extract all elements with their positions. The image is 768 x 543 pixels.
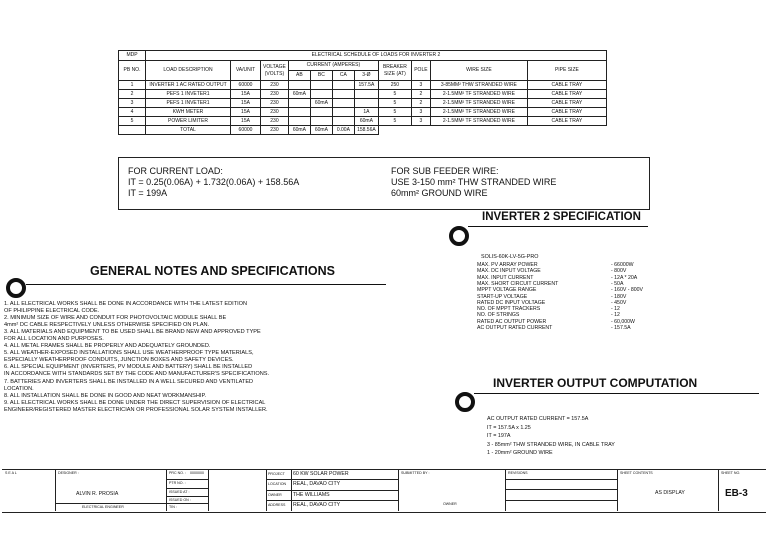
cell-pipe: CABLE TRAY <box>527 99 606 108</box>
calc-heading: FOR CURRENT LOAD: <box>128 166 223 176</box>
cell-breaker: 5 <box>378 99 411 108</box>
cell-breaker: 250 <box>378 81 411 90</box>
col-ab: AB <box>288 71 310 81</box>
owner-value: THE WILLIAMS <box>293 492 330 498</box>
prc-label: PRC NO. : <box>169 471 186 475</box>
ptr-label: PTR NO. : <box>169 481 186 485</box>
address-value: REAL, DAVAO CITY <box>293 502 341 508</box>
spec-key: START-UP VOLTAGE <box>477 293 528 300</box>
spec-title-underline <box>468 226 648 227</box>
note-line: 3. ALL MATERIALS AND EQUIPMENT TO BE USED SHALL BE BRAND NEW AND APPROVED TYPE <box>4 329 261 336</box>
table-row <box>119 108 607 117</box>
cell-bc <box>310 90 332 99</box>
cell-wire: 3-85MM² THW STRANDED WIRE <box>430 81 527 90</box>
col-pipe: PIPE SIZE <box>527 61 606 81</box>
spec-value: - 450V <box>611 299 627 306</box>
tb-hline <box>505 489 617 490</box>
spec-key: MAX. PV ARRAY POWER <box>477 262 538 268</box>
tb-divider <box>718 469 719 511</box>
cell-va: 15A <box>231 99 261 108</box>
spec-value: - 800V <box>611 268 627 275</box>
spec-list <box>477 262 667 342</box>
cell-ca <box>332 117 354 126</box>
total-bc: 60mA <box>310 126 332 135</box>
output-line: 1 - 20mm² GROUND WIRE <box>487 450 553 456</box>
cell-pipe: CABLE TRAY <box>527 81 606 90</box>
cell-va: 60000 <box>231 81 261 90</box>
cell-pole: 3 <box>411 81 430 90</box>
cell-empty <box>527 126 606 135</box>
tb-hline <box>166 503 208 504</box>
cell-volt: 230 <box>261 81 289 90</box>
spec-key: AC OUTPUT RATED CURRENT <box>477 325 553 331</box>
designer-label: DESIGNER : <box>58 471 79 475</box>
cell-bc <box>310 117 332 126</box>
tb-divider <box>208 469 209 511</box>
seal-label: S E A L <box>5 471 17 475</box>
table-total-row <box>119 126 607 135</box>
col-load: LOAD DESCRIPTION <box>146 61 231 81</box>
project-name: 60 KW SOLAR POWER <box>293 471 349 477</box>
note-line: 5. ALL WEATHER-EXPOSED INSTALLATIONS SHALL USE WEATHERPROOF TYPE MATERIALS, <box>4 350 254 357</box>
notes-title: GENERAL NOTES AND SPECIFICATIONS <box>90 264 335 278</box>
total-va: 60000 <box>231 126 261 135</box>
total-3phase: 158.56A <box>354 126 378 135</box>
output-line: IT = 197A <box>487 433 511 439</box>
spec-value: - 60,000W <box>611 318 635 325</box>
note-line: OF PHILIPPINE ELECTRICAL CODE. <box>4 308 100 315</box>
submitted-label: SUBMITTED BY : <box>401 471 430 475</box>
tb-divider <box>166 469 167 511</box>
cell-3phase: 157.5A <box>354 81 378 90</box>
note-line: FOR ALL LOCATION AND PURPOSES. <box>4 336 104 343</box>
tb-divider <box>505 469 506 511</box>
tb-hline <box>505 500 617 501</box>
cell-wire: 2-1.5MM² TF STRANDED WIRE <box>430 90 527 99</box>
col-bc: BC <box>310 71 332 81</box>
cell-wire: 2-1.5MM² TF STRANDED WIRE <box>430 108 527 117</box>
designer-name: ALVIN R. PROSIA <box>76 491 119 497</box>
cell-load: KWH METER <box>146 108 231 117</box>
cell-va: 15A <box>231 90 261 99</box>
col-ca: CA <box>332 71 354 81</box>
spec-key: MAX. SHORT CIRCUIT CURRENT <box>477 280 559 287</box>
spec-key: RATED AC OUTPUT POWER <box>477 318 547 325</box>
cell-empty <box>119 126 146 135</box>
sheet-contents-value: AS DISPLAY <box>655 490 685 496</box>
calc-line: IT = 0.25(0.06A) + 1.732(0.06A) + 158.56A <box>128 177 300 187</box>
cell-pipe: CABLE TRAY <box>527 117 606 126</box>
spec-value: - 50A <box>611 280 624 287</box>
address-label: ADDRESS <box>268 503 286 507</box>
output-line: AC OUTPUT RATED CURRENT = 157.5A <box>487 416 589 422</box>
cell-va: 15A <box>231 108 261 117</box>
tb-divider <box>398 469 399 511</box>
spec-value: - 157.5A <box>611 325 631 331</box>
cell-empty <box>378 126 411 135</box>
cell-pole: 2 <box>411 90 430 99</box>
cell-pb: 1 <box>119 81 146 90</box>
sub-feeder-calc <box>391 166 556 199</box>
cell-ab <box>288 108 310 117</box>
designer-title: ELECTRICAL ENGINEER <box>82 505 124 509</box>
spec-value: - 180V <box>611 293 627 300</box>
col-pole: POLE <box>411 61 430 81</box>
total-ab: 60mA <box>288 126 310 135</box>
cell-breaker: 5 <box>378 108 411 117</box>
cell-empty <box>411 126 430 135</box>
issued-on-label: ISSUED ON : <box>169 498 191 502</box>
section-marker-icon <box>449 226 469 246</box>
cell-3phase: 1A <box>354 108 378 117</box>
output-line: IT = 157.5A x 1.25 <box>487 424 531 431</box>
note-line: LOCATION. <box>4 385 34 392</box>
col-3phase: 3-Ø <box>354 71 378 81</box>
load-schedule-table <box>118 50 607 135</box>
cell-bc <box>310 81 332 90</box>
cell-pipe: CABLE TRAY <box>527 108 606 117</box>
cell-load: POWER LIMITER <box>146 117 231 126</box>
cell-ab: 60mA <box>288 90 310 99</box>
spec-value: - 160V - 800V <box>611 287 644 294</box>
notes-title-underline <box>26 284 386 285</box>
project-label: PROJECT <box>268 472 285 476</box>
tb-hline <box>166 488 208 489</box>
cell-pb: 4 <box>119 108 146 117</box>
spec-key: NO. OF STRINGS <box>477 312 520 319</box>
output-line: 3 - 85mm² THW STRANDED WIRE, IN CABLE TRAY <box>487 441 615 448</box>
spec-title: INVERTER 2 SPECIFICATION <box>482 211 641 223</box>
total-ca: 0.00A <box>332 126 354 135</box>
cell-pb: 5 <box>119 117 146 126</box>
cell-ab <box>288 117 310 126</box>
col-pb-no: PB NO. <box>119 61 146 81</box>
cell-load: PEFS 1 INVETER1 <box>146 99 231 108</box>
issued-at-label: ISSUED AT : <box>169 490 190 494</box>
cell-ca <box>332 108 354 117</box>
owner-label: OWNER <box>268 493 282 497</box>
revisions-label: REVISIONS <box>508 471 528 475</box>
note-line: ESPECIALLY WEATHERPROOF CONDUITS, JUNCTION BOXES AND SAFETY DEVICES. <box>4 357 234 364</box>
spec-key: MAX. DC INPUT VOLTAGE <box>477 268 541 275</box>
cell-volt: 230 <box>261 117 289 126</box>
calc-line: IT = 199A <box>128 188 168 198</box>
output-computation <box>487 415 615 458</box>
col-va-unit: VA/UNIT <box>231 61 261 81</box>
note-line: ENGINEER/REGISTERED MASTER ELECTRICIAN OR PROFESSIONAL SOLAR SYSTEM INSTALLER. <box>4 406 268 413</box>
total-label: TOTAL <box>146 126 231 135</box>
tin-label: TIN : <box>169 505 177 509</box>
cell-ca <box>332 90 354 99</box>
cell-pole: 3 <box>411 108 430 117</box>
mdp-label: MDP <box>119 51 146 61</box>
cell-pole: 2 <box>411 99 430 108</box>
tb-hline <box>266 490 398 491</box>
owner-signature-label: OWNER <box>443 502 457 506</box>
sheet-contents-label: SHEET CONTENTS <box>620 471 653 475</box>
sheet-no-label: SHEET NO. <box>721 471 741 475</box>
cell-empty <box>430 126 527 135</box>
note-line: 4. ALL METAL FRAMES SHALL BE PROPERLY AND ADEQUATELY GROUNDED. <box>4 343 211 350</box>
inverter-model: SOLIS-60K-LV-5G-PRO <box>481 254 539 260</box>
cell-ab <box>288 99 310 108</box>
calc-heading: FOR SUB FEEDER WIRE: <box>391 166 499 176</box>
output-title-underline <box>474 393 759 394</box>
col-voltage: VOLTAGE (VOLTS) <box>261 61 289 81</box>
tb-hline <box>166 496 208 497</box>
cell-ca <box>332 99 354 108</box>
current-load-calc <box>128 166 299 199</box>
tb-hline <box>55 503 166 504</box>
table-row <box>119 90 607 99</box>
sheet-number: EB-3 <box>725 488 748 499</box>
cell-load: INVERTER 1 AC RATED OUTPUT <box>146 81 231 90</box>
section-marker-icon <box>455 392 475 412</box>
note-line: 4mm² DC CABLE RESPECTIVELY UNLESS OTHERWISE SPECIFIED ON PLAN. <box>4 322 210 329</box>
table-row <box>119 99 607 108</box>
current-load-box <box>118 157 650 210</box>
cell-ab <box>288 81 310 90</box>
location-value: REAL, DAVAO CITY <box>293 481 341 487</box>
cell-3phase: 60mA <box>354 117 378 126</box>
table-row <box>119 117 607 126</box>
tb-hline <box>266 479 398 480</box>
cell-pole: 3 <box>411 117 430 126</box>
general-notes <box>4 301 404 414</box>
spec-key: MAX. INPUT CURRENT <box>477 274 534 281</box>
spec-key: RATED DC INPUT VOLTAGE <box>477 299 546 306</box>
cell-3phase <box>354 99 378 108</box>
calc-line: USE 3-150 mm² THW STRANDED WIRE <box>391 177 557 187</box>
col-current: CURRENT (AMPERES) <box>288 61 378 71</box>
schedule-title: ELECTRICAL SCHEDULE OF LOADS FOR INVERTER 2 <box>146 51 607 61</box>
cell-bc <box>310 108 332 117</box>
prc-value: 0000000 <box>190 471 204 475</box>
note-line: IN ACCORDANCE WITH STANDARDS SET BY THE CODE AND MANUFACTURER'S SPECIFICATIONS. <box>4 371 270 378</box>
note-line: 6. ALL SPECIAL EQUIPMENT (INVERTERS, PV MODULE AND BATTERY) SHALL BE INSTALLED <box>4 364 253 371</box>
total-volt: 230 <box>261 126 289 135</box>
col-breaker: BREAKER SIZE (AT) <box>378 61 411 81</box>
col-wire: WIRE SIZE <box>430 61 527 81</box>
tb-hline <box>266 500 398 501</box>
cell-bc: 60mA <box>310 99 332 108</box>
section-marker-icon <box>6 278 26 298</box>
note-line: 1. ALL ELECTRICAL WORKS SHALL BE DONE IN ACCORDANCE WITH THE LATEST EDITION <box>4 301 248 307</box>
spec-value: - 12 <box>611 306 620 313</box>
cell-breaker: 5 <box>378 90 411 99</box>
spec-key: NO. OF MPPT TRACKERS <box>477 306 541 313</box>
spec-value: - 66000W <box>611 262 634 268</box>
cell-volt: 230 <box>261 90 289 99</box>
note-line: 8. ALL INSTALLATION SHALL BE DONE IN GOOD AND NEAT WORKMANSHIP. <box>4 392 207 399</box>
table-row <box>119 81 607 90</box>
tb-divider <box>617 469 618 511</box>
tb-hline <box>166 479 208 480</box>
spec-key: MPPT VOLTAGE RANGE <box>477 287 537 294</box>
cell-wire: 2-1.5MM² TF STRANDED WIRE <box>430 117 527 126</box>
cell-breaker: 5 <box>378 117 411 126</box>
spec-value: - 12A * 20A <box>611 274 638 281</box>
cell-va: 15A <box>231 117 261 126</box>
calc-line: 60mm² GROUND WIRE <box>391 188 488 198</box>
cell-volt: 230 <box>261 108 289 117</box>
note-line: 7. BATTERIES AND INVERTERS SHALL BE INSTALLED IN A WELL SECURED AND VENTILATED <box>4 378 254 385</box>
cell-wire: 2-1.5MM² TF STRANDED WIRE <box>430 99 527 108</box>
location-label: LOCATION <box>268 482 287 486</box>
tb-divider <box>55 469 56 511</box>
cell-pb: 2 <box>119 90 146 99</box>
cell-load: PEFS 1 INVETER1 <box>146 90 231 99</box>
spec-value: - 12 <box>611 312 620 319</box>
note-line: 9. ALL ELECTRICAL WORKS SHALL BE DONE UNDER THE DIRECT SUPERVISION OF ELECTRICAL <box>4 399 266 406</box>
cell-pipe: CABLE TRAY <box>527 90 606 99</box>
output-title: INVERTER OUTPUT COMPUTATION <box>493 376 698 390</box>
note-line: 2. MINIMUM SIZE OF WIRE AND CONDUIT FOR PHOTOVOLTAIC MODULE SHALL BE <box>4 315 227 322</box>
tb-hline <box>505 479 617 480</box>
cell-volt: 230 <box>261 99 289 108</box>
cell-pb: 3 <box>119 99 146 108</box>
cell-ca <box>332 81 354 90</box>
cell-3phase <box>354 90 378 99</box>
